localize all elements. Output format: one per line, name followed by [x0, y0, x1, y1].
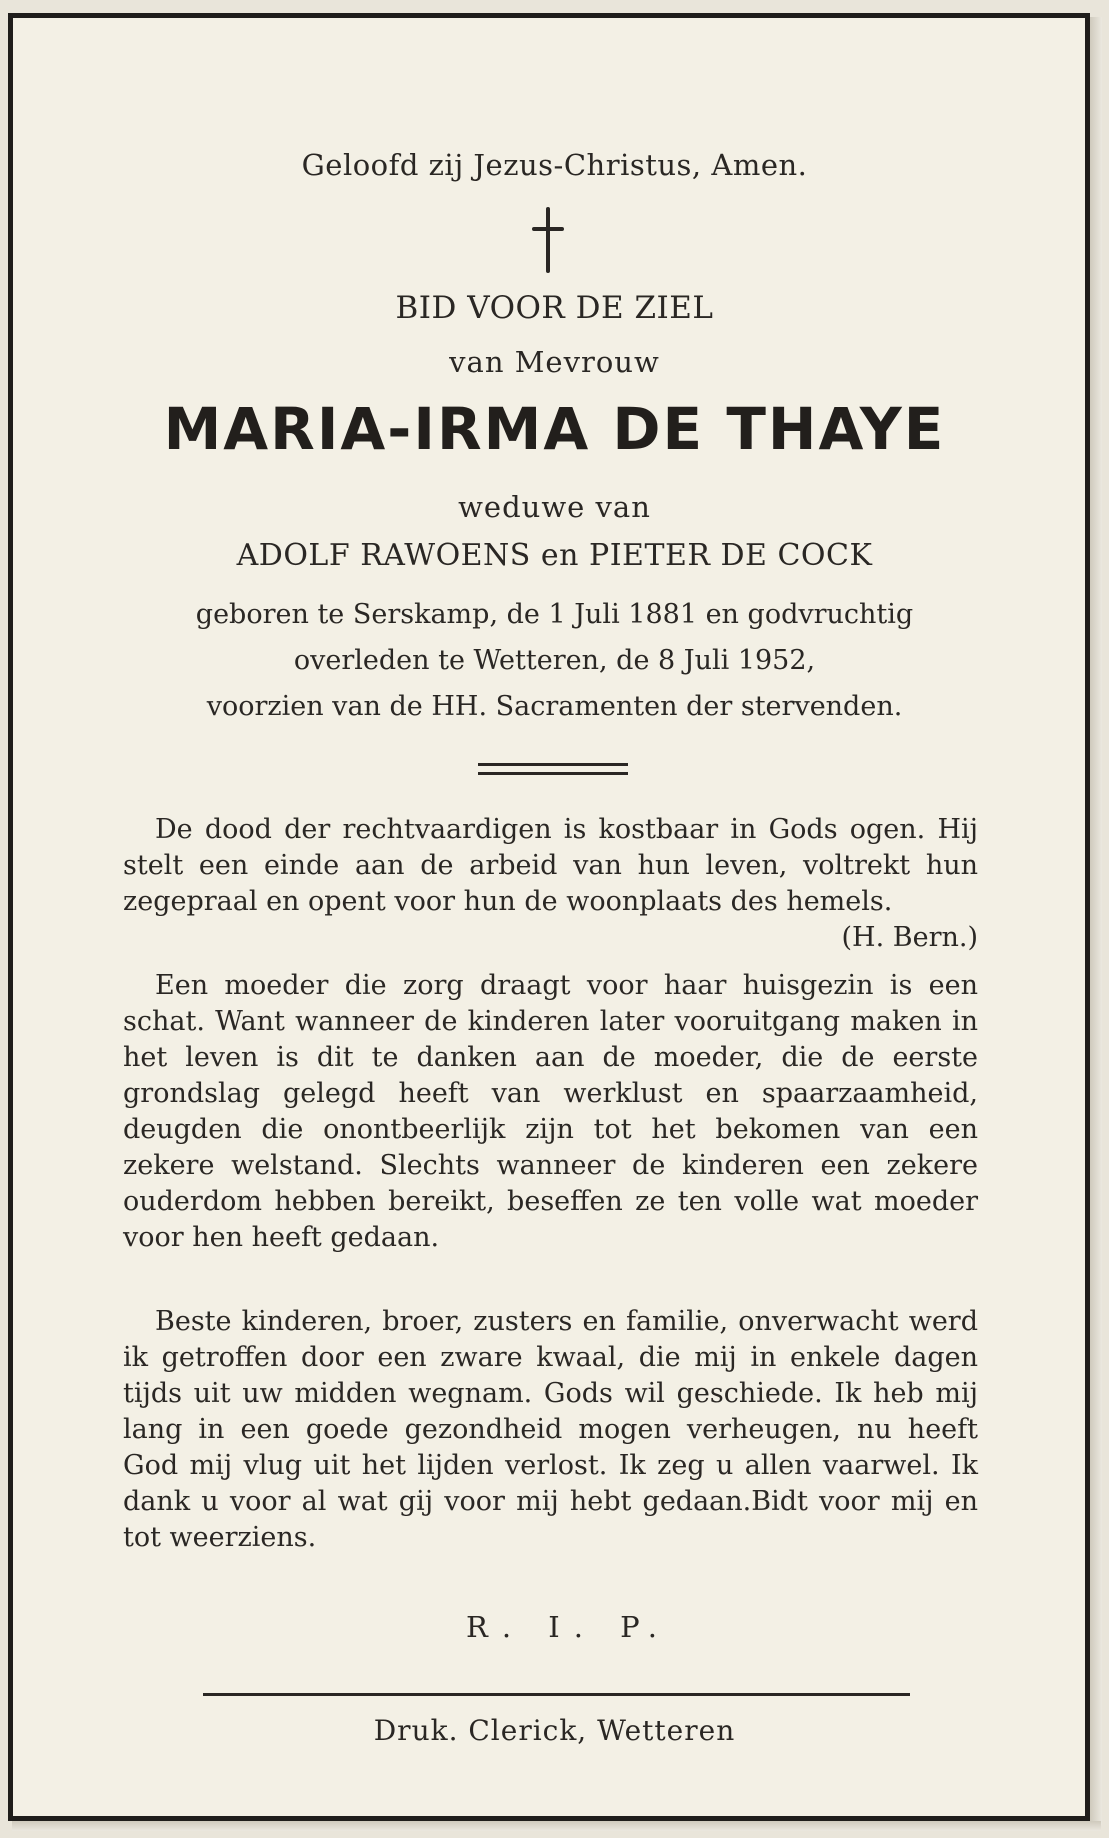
bio-line-sacraments: voorzien van de HH. Sacramenten der stervenden.: [206, 691, 903, 722]
printer-credit: Druk. Clerick, Wetteren: [373, 1714, 736, 1747]
card-shadow-bottom: [12, 1821, 1101, 1831]
bio-line-death: overleden te Wetteren, de 8 Juli 1952,: [293, 645, 816, 676]
paragraph-2-text: Een moeder die zorg draagt voor haar huisgezin is een schat. Want wanneer de kinderen later vooruitgang maken in het leven is dit te danken aan de moeder, die de eerste grondslag gelegd heeft van werklust en spaarzaamheid, deugden die onontbeerlijk zijn tot het bekomen van een zekere welstand. Slechts wanneer de kinderen een zekere ouderdom hebben bereikt, beseffen ze ten volle wat moeder voor hen heeft gedaan.: [123, 970, 978, 1253]
paragraph-1: [123, 812, 978, 956]
divider-rule-bottom: [478, 772, 628, 775]
paragraph-3-text: Beste kinderen, broer, zusters en familie, onverwacht werd ik getroffen door een zware kwaal, die mij in enkele dagen tijds uit uw midden wegnam. Gods wil geschiede. Ik heb mij lang in een goede gezondheid mogen verheugen, nu heeft God mij vlug uit het lijden verlost. Ik zeg u allen vaarwel. Ik dank u voor al wat gij voor mij hebt gedaan.Bidt voor mij en tot weerziens.: [123, 1306, 978, 1553]
paragraph-2: [123, 968, 978, 1256]
bio-line-birth: geboren te Serskamp, de 1 Juli 1881 en godvruchtig: [195, 599, 914, 630]
paragraph-1-text: De dood der rechtvaardigen is kostbaar in Gods ogen. Hij stelt een einde aan de arbeid van hun leven, voltrekt hun zegepraal en opent voor hun de woonplaats des hemels.: [123, 814, 978, 917]
honorific: van Mevrouw: [449, 345, 660, 379]
biography: [0, 592, 1109, 730]
bottom-divider: [203, 1693, 910, 1696]
husbands-names: ADOLF RAWOENS en PIETER DE COCK: [236, 538, 873, 573]
attribution: (H. Bern.): [841, 922, 978, 953]
card-header: Geloofd zij Jezus-Christus, Amen.: [301, 148, 808, 182]
prayer-line: BID VOOR DE ZIEL: [395, 290, 714, 326]
deceased-name: MARIA-IRMA DE THAYE: [163, 395, 946, 463]
cross-icon: [530, 207, 566, 273]
divider-rule-top: [478, 763, 628, 766]
card-shadow-right: [1090, 17, 1102, 1825]
widow-of-label: weduwe van: [458, 490, 651, 524]
paragraph-3: [123, 1304, 978, 1556]
rip-closing: R. I. P.: [465, 1610, 672, 1644]
